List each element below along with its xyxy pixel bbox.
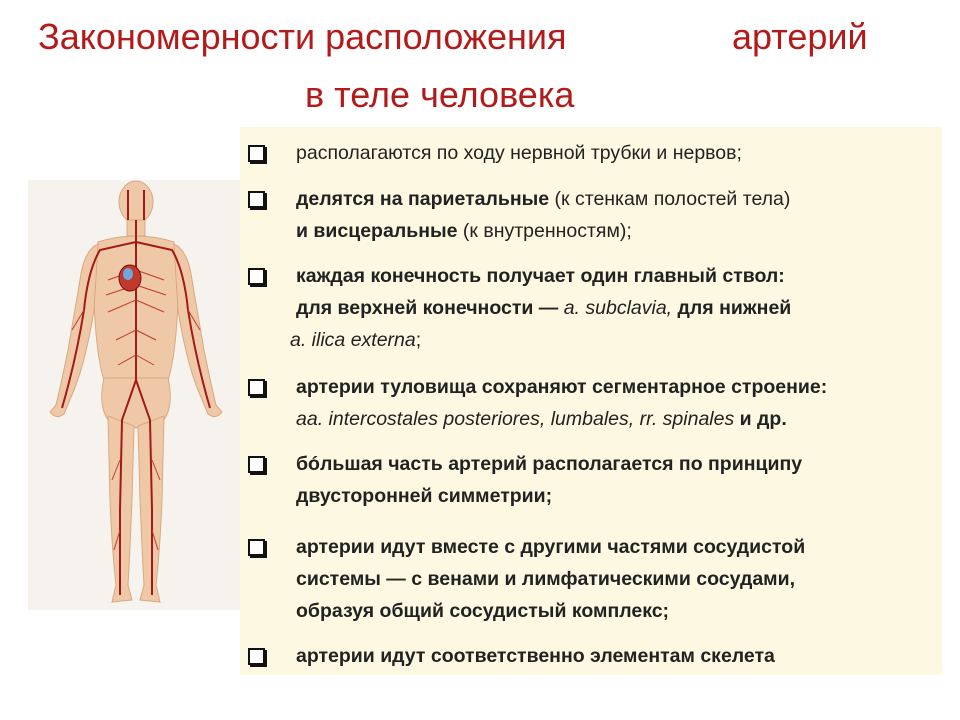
checkbox-bullet-icon [248,456,265,473]
human-arterial-system-illustration [28,180,243,610]
item-text: и висцеральные [296,220,458,242]
item-text: артерии туловища сохраняют сегментарное строение: [296,376,828,398]
item-text: системы — с венами и лимфатическими сосудами, [296,568,796,590]
checkbox-bullet-icon [248,268,265,285]
checkbox-bullet-icon [248,191,265,208]
title-line-2: в теле человека [305,74,575,115]
item-text: артерии идут соответственно элементам скелета [296,645,775,667]
title-line-1b: артерий [732,16,868,57]
item-text: для верхней конечности — [296,297,559,319]
item-text: каждая конечность получает один главный ствол: [296,265,785,287]
item-text: располагаются по ходу нервной трубки и нервов; [296,142,742,164]
human-figure-icon [28,180,243,610]
item-text: образуя общий сосудистый комплекс; [296,600,670,622]
latin-term: a. ilica externa [290,329,416,351]
item-text: артерии идут вместе с другими частями сосудистой [296,536,806,558]
item-text: делятся на париетальные [296,188,550,210]
item-text: бóльшая часть артерий располагается по принципу [296,453,803,475]
latin-term: a. subclavia, [558,297,673,319]
checkbox-bullet-icon [248,539,265,556]
item-text: для нижней [672,297,792,319]
item-punct: ; [415,329,422,351]
item-text: двусторонней симметрии; [296,485,553,507]
checkbox-bullet-icon [248,145,265,162]
item-note: (к стенкам полостей тела) [549,188,791,210]
item-note: (к внутренностям); [457,220,632,242]
item-text: и др. [734,408,787,430]
checkbox-bullet-icon [248,648,265,665]
rules-panel [240,127,942,675]
title-line-1: Закономерности расположения [38,16,567,57]
checkbox-bullet-icon [248,379,265,396]
latin-term: aa. intercostales posteriores, lumbales, rr. spinales [296,408,735,430]
